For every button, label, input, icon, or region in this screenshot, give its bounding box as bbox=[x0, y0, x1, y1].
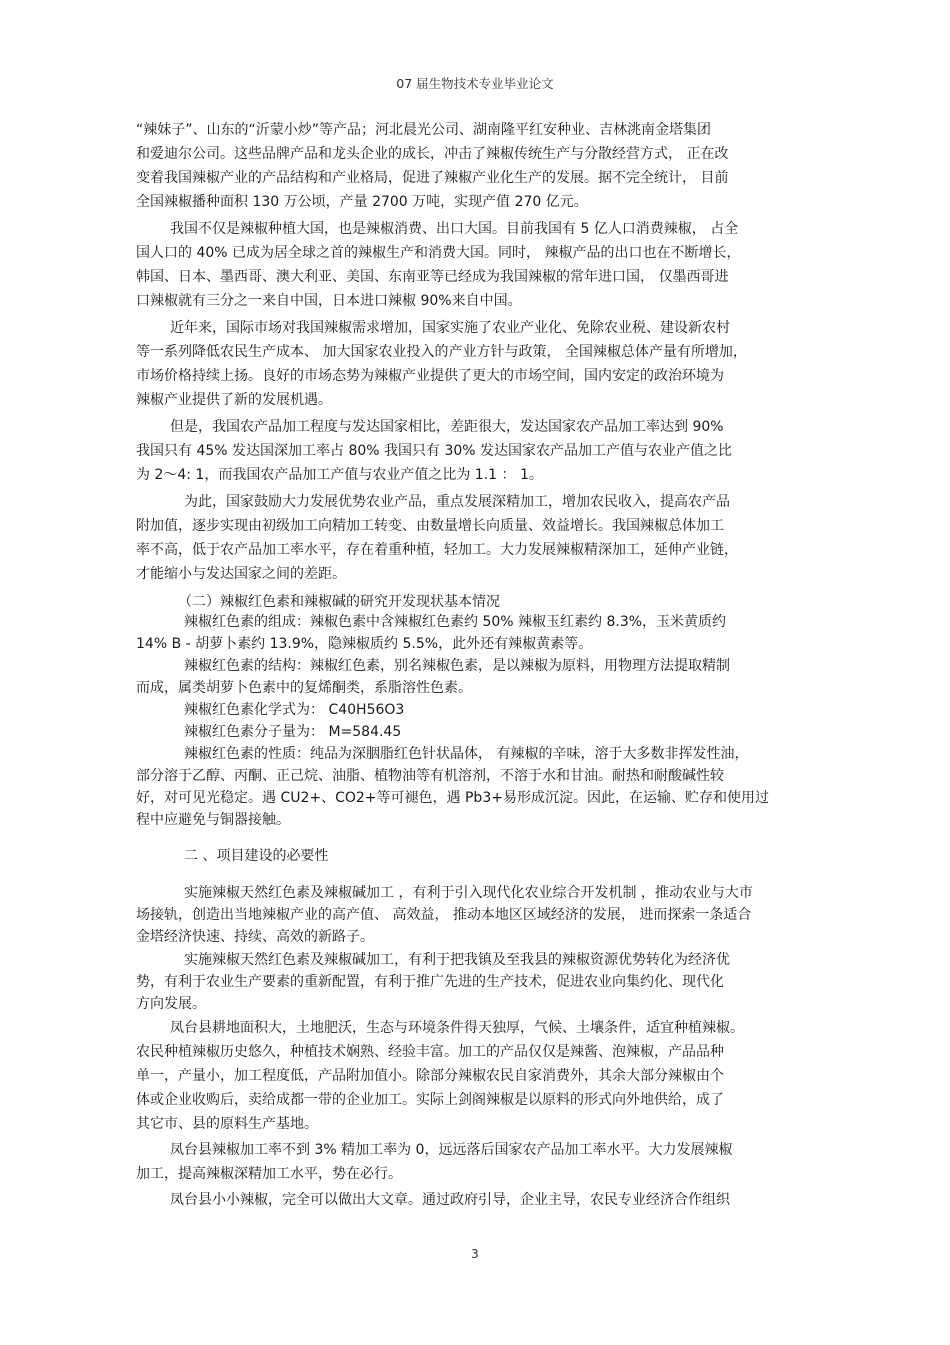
text-line: 好，对可见光稳定。遇 CU2+、CO2+等可褪色，遇 Pb3+易形成沉淀。因此，在运输、贮存和使用过 bbox=[136, 790, 769, 806]
text-line: 凤台县辣椒加工率不到 3% 精加工率为 0，远远落后国家农产品加工率水平。大力发展辣椒 bbox=[170, 1142, 733, 1158]
page-header: 07 届生物技术专业毕业论文 bbox=[396, 76, 554, 91]
text-line: 率不高，低于农产品加工率水平，存在着重种植，轻加工。大力发展辣椒精深加工，延伸产业链， bbox=[136, 542, 738, 558]
text-line: 为 2～4: 1，而我国农产品加工产值与农业产值之比为 1.1 ： 1。 bbox=[136, 467, 543, 483]
text-line: 才能缩小与发达国家之间的差距。 bbox=[136, 566, 346, 582]
text-line: 体或企业收购后，卖给成都一带的企业加工。实际上剑阁辣椒是以原料的形式向外地供给，成了 bbox=[136, 1092, 724, 1108]
text-line: 方向发展。 bbox=[136, 996, 206, 1012]
text-line: 势，有利于农业生产要素的重新配置，有利于推广先进的生产技术，促进农业向集约化、现代化 bbox=[136, 974, 724, 990]
page-number: 3 bbox=[471, 1247, 479, 1261]
section-heading: （二）辣椒红色素和辣椒碱的研究开发现状基本情况 bbox=[178, 594, 500, 610]
text-line: 和爱迪尔公司。这些品牌产品和龙头企业的成长，冲击了辣椒传统生产与分散经营方式， 正在改 bbox=[136, 146, 729, 162]
text-line: 辣椒产业提供了新的发展机遇。 bbox=[136, 392, 332, 408]
text-line: 但是，我国农产品加工程度与发达国家相比，差距很大，发达国家农产品加工率达到 90% bbox=[170, 419, 724, 435]
text-line: 农民种植辣椒历史悠久，种植技术娴熟、经验丰富。加工的产品仅仅是辣酱、泡辣椒，产品品种 bbox=[136, 1044, 724, 1060]
text-line: 凤台县小小辣椒，完全可以做出大文章。通过政府引导，企业主导，农民专业经济合作组织 bbox=[170, 1192, 730, 1208]
text-line: 口辣椒就有三分之一来自中国，日本进口辣椒 90%来自中国。 bbox=[136, 293, 522, 309]
text-line: 全国辣椒播种面积 130 万公顷，产量 2700 万吨，实现产值 270 亿元。 bbox=[136, 194, 588, 210]
text-line: 为此，国家鼓励大力发展优势农业产品，重点发展深精加工，增加农民收入，提高农产品 bbox=[184, 494, 730, 510]
text-line: 国人口的 40% 已成为居全球之首的辣椒生产和消费大国。同时， 辣椒产品的出口也在不断增长， bbox=[136, 245, 741, 261]
text-line: 等一系列降低农民生产成本、 加大国家农业投入的产业方针与政策， 全国辣椒总体产量有所增加， bbox=[136, 344, 747, 360]
text-line: 韩国、日本、墨西哥、澳大利亚、美国、东南亚等已经成为我国辣椒的常年进口国， 仅墨西哥进 bbox=[136, 269, 729, 285]
text-line: 辣椒红色素的结构：辣椒红色素，别名辣椒色素，是以辣椒为原料，用物理方法提取精制 bbox=[184, 658, 730, 674]
text-line: 实施辣椒天然红色素及辣椒碱加工 ，有利于引入现代化农业综合开发机制 ，推动农业与大市 bbox=[184, 885, 753, 901]
text-line: 辣椒红色素的性质：纯品为深胭脂红色针状晶体， 有辣椒的辛味，溶于大多数非挥发性油， bbox=[184, 746, 749, 762]
text-line: 辣椒红色素的组成：辣椒色素中含辣椒红色素约 50% 辣椒玉红素约 8.3%，玉米黄质约 bbox=[184, 614, 727, 630]
text-line: 场接轨，创造出当地辣椒产业的高产值、 高效益， 推动本地区区域经济的发展， 进而探索一条适合 bbox=[136, 907, 752, 923]
text-line: 而成，属类胡萝卜色素中的复烯酮类，系脂溶性色素。 bbox=[136, 680, 472, 696]
text-line: 变着我国辣椒产业的产品结构和产业格局，促进了辣椒产业化生产的发展。据不完全统计， 目前 bbox=[136, 170, 729, 186]
section-heading: 二 、项目建设的必要性 bbox=[184, 848, 329, 864]
text-line: 部分溶于乙醇、丙酮、正己烷、油脂、植物油等有机溶剂，不溶于水和甘油。耐热和耐酸碱性较 bbox=[136, 768, 724, 784]
text-line: 14% Β - 胡萝卜素约 13.9%，隐辣椒质约 5.5%，此外还有辣椒黄素等。 bbox=[136, 636, 593, 652]
text-line: 程中应避免与铜器接触。 bbox=[136, 812, 290, 828]
text-line: 辣椒红色素化学式为： C40H56O3 bbox=[184, 702, 405, 718]
text-line: 凤台县耕地面积大，土地肥沃，生态与环境条件得天独厚，气候、土壤条件，适宜种植辣椒。 bbox=[170, 1020, 744, 1036]
text-line: 我国只有 45% 发达国深加工率占 80% 我国只有 30% 发达国家农产品加工产值与农业产值之比 bbox=[136, 443, 733, 459]
text-line: 我国不仅是辣椒种植大国，也是辣椒消费、出口大国。目前我国有 5 亿人口消费辣椒， 占全 bbox=[170, 221, 739, 237]
text-line: “辣妹子”、山东的“沂蒙小炒”等产品；河北晨光公司、湖南隆平红安种业、吉林洮南金塔集团 bbox=[136, 122, 712, 138]
text-line: 近年来，国际市场对我国辣椒需求增加，国家实施了农业产业化、免除农业税、建设新农村 bbox=[170, 320, 730, 336]
text-line: 市场价格持续上扬。良好的市场态势为辣椒产业提供了更大的市场空间，国内安定的政治环境为 bbox=[136, 368, 724, 384]
text-line: 附加值，逐步实现由初级加工向精加工转变、由数量增长向质量、效益增长。我国辣椒总体加工 bbox=[136, 518, 724, 534]
text-line: 加工，提高辣椒深精加工水平，势在必行。 bbox=[136, 1166, 402, 1182]
text-line: 其它市、县的原料生产基地。 bbox=[136, 1116, 318, 1132]
text-line: 辣椒红色素分子量为： M=584.45 bbox=[184, 724, 402, 740]
text-line: 单一，产量小，加工程度低，产品附加值小。除部分辣椒农民自家消费外，其余大部分辣椒由个 bbox=[136, 1068, 724, 1084]
text-line: 实施辣椒天然红色素及辣椒碱加工，有利于把我镇及至我县的辣椒资源优势转化为经济优 bbox=[184, 952, 730, 968]
text-line: 金塔经济快速、持续、高效的新路子。 bbox=[136, 929, 374, 945]
